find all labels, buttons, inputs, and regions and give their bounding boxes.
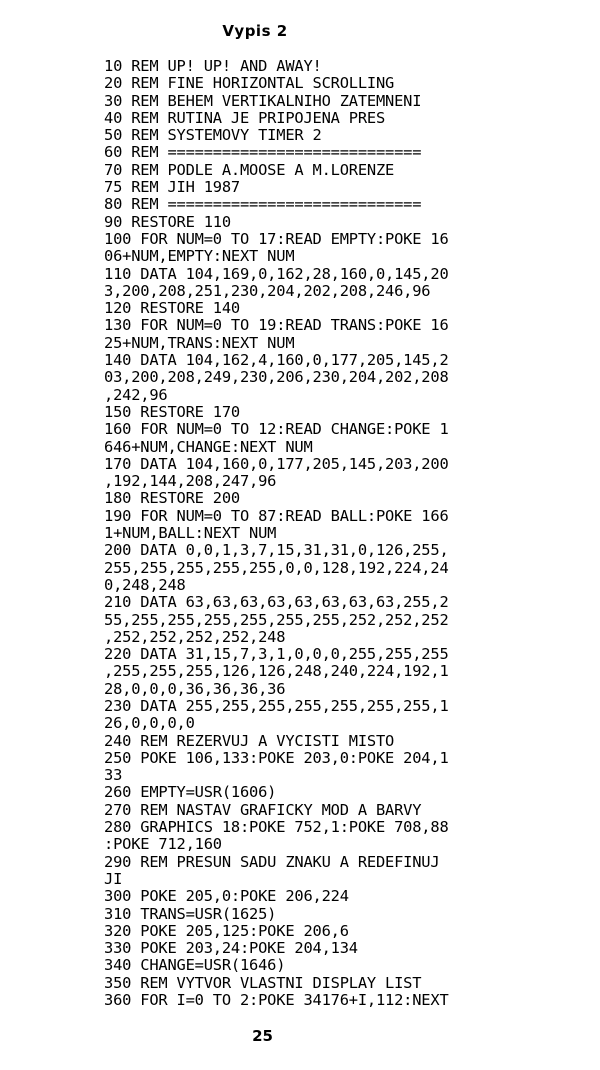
code-line: 230 DATA 255,255,255,255,255,255,255,1 <box>104 696 449 715</box>
code-line: 320 POKE 205,125:POKE 206,6 <box>104 921 349 940</box>
code-line: 200 DATA 0,0,1,3,7,15,31,31,0,126,255, <box>104 541 449 560</box>
code-line: 1+NUM,BALL:NEXT NUM <box>104 524 277 543</box>
code-line: 330 POKE 203,24:POKE 204,134 <box>104 939 358 958</box>
code-line: 290 REM PRESUN SADU ZNAKU A REDEFINUJ <box>104 852 440 871</box>
code-line: 310 TRANS=USR(1625) <box>104 904 277 923</box>
code-line: ,255,255,255,126,126,248,240,224,192,1 <box>104 662 449 681</box>
code-line: 60 REM ============================ <box>104 143 422 162</box>
code-line: 130 FOR NUM=0 TO 19:READ TRANS:POKE 16 <box>104 316 449 335</box>
code-line: 25+NUM,TRANS:NEXT NUM <box>104 333 295 352</box>
code-line: 300 POKE 205,0:POKE 206,224 <box>104 887 349 906</box>
page-number: 25 <box>252 1027 273 1045</box>
code-line: 240 REM REZERVUJ A VYCISTI MISTO <box>104 731 395 750</box>
code-line: 10 REM UP! UP! AND AWAY! <box>104 57 322 75</box>
code-line: 70 REM PODLE A.MOOSE A M.LORENZE <box>104 160 395 179</box>
code-line: 270 REM NASTAV GRAFICKY MOD A BARVY <box>104 800 422 819</box>
code-line: ,192,144,208,247,96 <box>104 472 277 491</box>
code-line: 20 REM FINE HORIZONTAL SCROLLING <box>104 74 395 93</box>
code-line: 0,248,248 <box>104 575 186 594</box>
code-line: 06+NUM,EMPTY:NEXT NUM <box>104 247 295 266</box>
code-line: ,242,96 <box>104 385 168 404</box>
code-line: 90 RESTORE 110 <box>104 212 231 231</box>
code-line: 140 DATA 104,162,4,160,0,177,205,145,2 <box>104 351 449 370</box>
code-line: 340 CHANGE=USR(1646) <box>104 956 286 975</box>
code-line: 210 DATA 63,63,63,63,63,63,63,63,255,2 <box>104 593 449 612</box>
code-line: 646+NUM,CHANGE:NEXT NUM <box>104 437 313 456</box>
code-line: 100 FOR NUM=0 TO 17:READ EMPTY:POKE 16 <box>104 229 449 248</box>
code-line: 280 GRAPHICS 18:POKE 752,1:POKE 708,88 <box>104 818 449 837</box>
code-line: 250 POKE 106,133:POKE 203,0:POKE 204,1 <box>104 748 449 767</box>
page-title: Vypis 2 <box>222 22 288 40</box>
code-line: 26,0,0,0,0 <box>104 714 195 733</box>
code-line: 190 FOR NUM=0 TO 87:READ BALL:POKE 166 <box>104 506 449 525</box>
code-line: 160 FOR NUM=0 TO 12:READ CHANGE:POKE 1 <box>104 420 449 439</box>
code-line: 3,200,208,251,230,204,202,208,246,96 <box>104 281 431 300</box>
code-line: 255,255,255,255,255,0,0,128,192,224,24 <box>104 558 449 577</box>
code-line: JI <box>104 869 123 888</box>
code-line: :POKE 712,160 <box>104 835 222 854</box>
code-line: 30 REM BEHEM VERTIKALNIHO ZATEMNENI <box>104 91 422 110</box>
code-line: 150 RESTORE 170 <box>104 402 240 421</box>
code-line: 28,0,0,0,36,36,36,36 <box>104 679 286 698</box>
code-line: 33 <box>104 766 123 785</box>
code-line: 75 REM JIH 1987 <box>104 178 240 197</box>
code-line: 40 REM RUTINA JE PRIPOJENA PRES <box>104 108 386 127</box>
code-line: 220 DATA 31,15,7,3,1,0,0,0,255,255,255 <box>104 645 449 664</box>
code-line: 170 DATA 104,160,0,177,205,145,203,200 <box>104 454 449 473</box>
basic-listing <box>104 58 449 1009</box>
code-line: 55,255,255,255,255,255,255,252,252,252 <box>104 610 449 629</box>
code-line: 360 FOR I=0 TO 2:POKE 34176+I,112:NEXT <box>104 991 449 1010</box>
code-line: ,252,252,252,252,248 <box>104 627 286 646</box>
code-line: 350 REM VYTVOR VLASTNI DISPLAY LIST <box>104 973 422 992</box>
code-line: 50 REM SYSTEMOVY TIMER 2 <box>104 126 322 145</box>
code-line: 120 RESTORE 140 <box>104 299 240 318</box>
code-line: 03,200,208,249,230,206,230,204,202,208 <box>104 368 449 387</box>
code-line: 180 RESTORE 200 <box>104 489 240 508</box>
code-line: 80 REM ============================ <box>104 195 422 214</box>
code-line: 110 DATA 104,169,0,162,28,160,0,145,20 <box>104 264 449 283</box>
code-line: 260 EMPTY=USR(1606) <box>104 783 277 802</box>
